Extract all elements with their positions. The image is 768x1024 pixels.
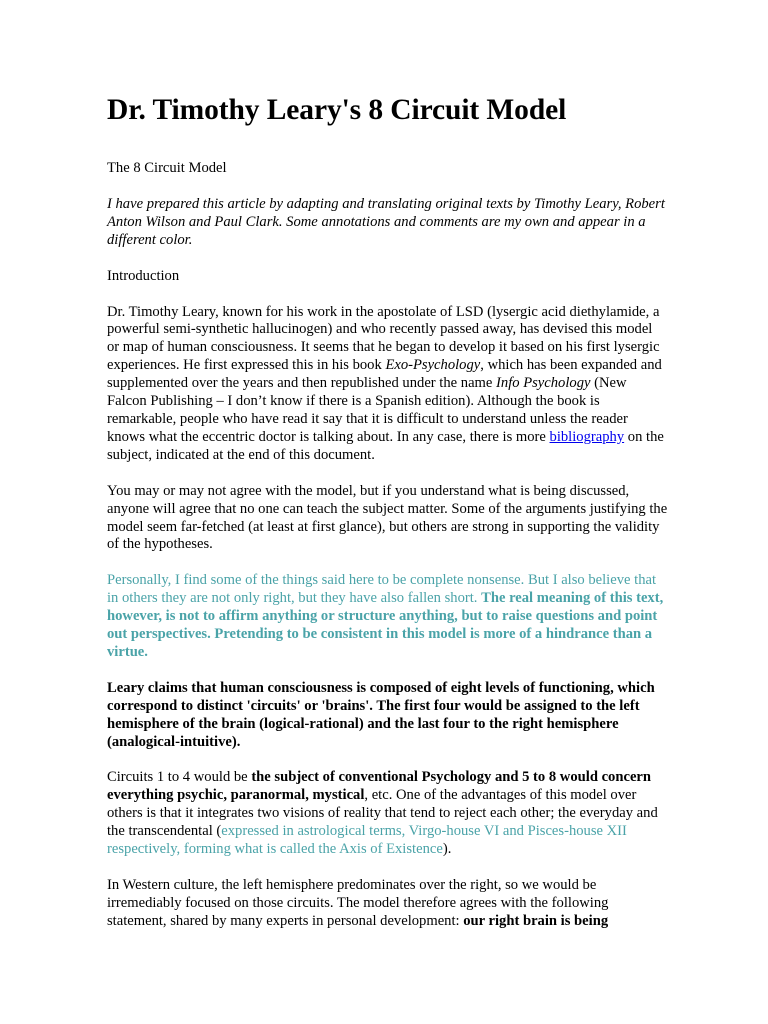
bibliography-link[interactable]: bibliography <box>549 428 625 445</box>
paragraph-6 <box>107 877 668 931</box>
paragraph-4 <box>107 680 668 752</box>
p5-text-c: ). <box>442 841 452 858</box>
p1-text-c: (New Falcon Publishing – I don’t know if there is a Spanish edition). Although the book is remarkable, people who have read it say that it is difficult to understand unless the reader knows what the eccentric doctor is talking about. In any case, there is more <box>107 375 628 445</box>
paragraph-1 <box>107 304 668 465</box>
intro-note <box>107 196 668 250</box>
page-title: Dr. Timothy Leary's 8 Circuit Model <box>107 94 567 126</box>
section-heading: Introduction <box>107 267 180 284</box>
paragraph-5 <box>107 769 668 859</box>
p1-text-d: on the subject, indicated at the end of this document. <box>107 428 664 463</box>
subtitle: The 8 Circuit Model <box>107 160 227 176</box>
p3-text-a: Personally, I find some of the things said here to be complete nonsense. But I also believe that in others they are not only right, but they have also fallen short. <box>107 572 657 607</box>
p3-bold-text: The real meaning of this text, however, is not to affirm anything or structure anything, but to raise questions and point out perspectives. Pretending to be consistent in this model is more of a hindrance than a virtue. <box>107 590 664 660</box>
p5-annotation-text: expressed in astrological terms, Virgo-house VI and Pisces-house XII respectively, forming what is called the Axis of Existence <box>107 823 627 858</box>
book-title-info-psychology: Info Psychology <box>496 375 591 392</box>
intro-note-text: I have prepared this article by adapting and translating original texts by Timothy Leary, Robert Anton Wilson and Paul Clark. Some annotations and comments are my own and appear in a different color. <box>107 195 665 248</box>
paragraph-2: You may or may not agree with the model, but if you understand what is being discussed, anyone will agree that no one can teach the subject matter. Some of the arguments justifying the model seem far-fetched (at least at first glance), but others are strong in supporting the validity of the hypotheses. <box>107 482 668 553</box>
p5-text-a: Circuits 1 to 4 would be <box>107 769 252 786</box>
p1-text-a: Dr. Timothy Leary, known for his work in the apostolate of LSD (lysergic acid diethylamide, a powerful semi-synthetic hallucinogen) and who recently passed away, has devised this model or map of human consciousness. It seems that he began to develop it based on his first lysergic experiences. He first expressed this in his book <box>107 303 660 374</box>
paragraph-3-annotation <box>107 572 668 662</box>
p5-text-b: , etc. One of the advantages of this model over others is that it integrates two visions of reality that tend to reject each other; the everyday and the transcendental ( <box>107 787 658 840</box>
p6-text-a: In Western culture, the left hemisphere predominates over the right, so we would be irremediably focused on those circuits. The model therefore agrees with the following statement, shared by many experts in personal development: <box>107 877 609 929</box>
p5-bold-text: the subject of conventional Psychology and 5 to 8 would concern everything psychic, paranormal, mystical <box>107 769 652 804</box>
book-title-exo-psychology: Exo-Psychology <box>385 357 481 374</box>
p6-bold-text: our right brain is being <box>463 912 609 929</box>
p1-text-b: , which has been expanded and supplemented over the years and then republished under the name <box>107 357 662 392</box>
p4-bold-text: Leary claims that human consciousness is composed of eight levels of functioning, which correspond to distinct 'circuits' or 'brains'. The first four would be assigned to the left hemisphere of the brain (logical-rational) and the last four to the right hemisphere (analogical-intuitive). <box>107 679 655 750</box>
